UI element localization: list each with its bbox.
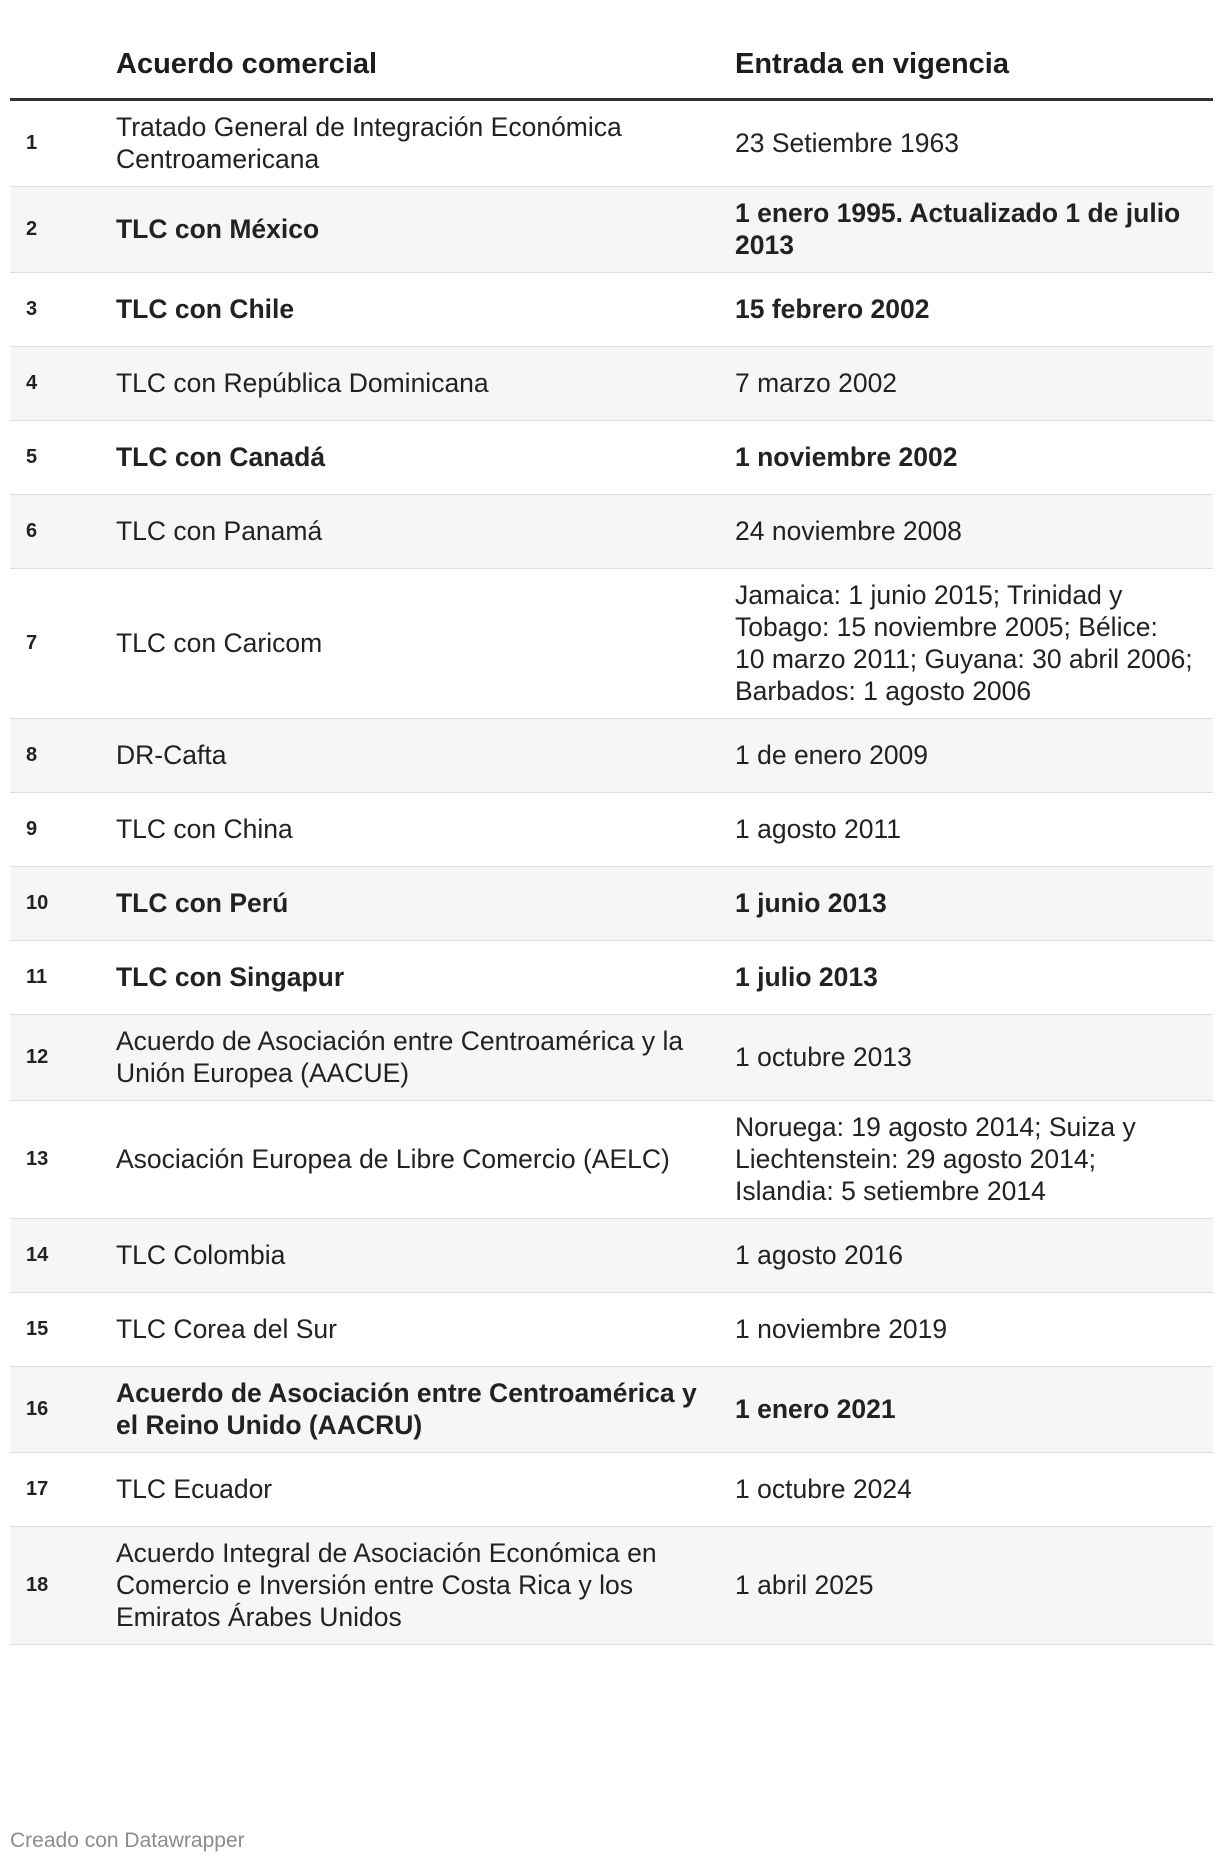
effective-date: 23 Setiembre 1963	[735, 100, 1213, 187]
agreement-name: TLC con Caricom	[106, 569, 735, 719]
table-row	[10, 719, 1213, 793]
agreement-name: TLC con Panamá	[106, 495, 735, 569]
effective-date: Jamaica: 1 junio 2015; Trinidad y Tobago: 15 noviembre 2005; Bélice: 10 marzo 2011; Guyana: 30 abril 2006; Barbados: 1 agosto 2006	[735, 569, 1213, 719]
footer-credit[interactable]: Creado con Datawrapper	[10, 1829, 245, 1852]
agreement-name: Acuerdo Integral de Asociación Económica en Comercio e Inversión entre Costa Rica y los Emiratos Árabes Unidos	[106, 1527, 735, 1645]
row-number: 3	[10, 273, 106, 347]
effective-date: 1 enero 1995. Actualizado 1 de julio 2013	[735, 187, 1213, 273]
table-row	[10, 569, 1213, 719]
agreement-name: TLC con Canadá	[106, 421, 735, 495]
table-header	[10, 30, 1213, 100]
row-number: 17	[10, 1453, 106, 1527]
effective-date: 15 febrero 2002	[735, 273, 1213, 347]
table-row	[10, 1367, 1213, 1453]
row-number: 7	[10, 569, 106, 719]
row-number: 13	[10, 1101, 106, 1219]
agreement-name: TLC Corea del Sur	[106, 1293, 735, 1367]
agreement-name: TLC con México	[106, 187, 735, 273]
effective-date: 1 octubre 2013	[735, 1015, 1213, 1101]
header-number	[10, 30, 106, 100]
row-number: 10	[10, 867, 106, 941]
agreement-name: TLC con República Dominicana	[106, 347, 735, 421]
effective-date: 24 noviembre 2008	[735, 495, 1213, 569]
table-row	[10, 273, 1213, 347]
agreement-name: TLC con China	[106, 793, 735, 867]
row-number: 2	[10, 187, 106, 273]
table-row	[10, 495, 1213, 569]
row-number: 18	[10, 1527, 106, 1645]
row-number: 4	[10, 347, 106, 421]
table-row	[10, 1219, 1213, 1293]
header-effective-date[interactable]: Entrada en vigencia	[735, 30, 1213, 100]
agreement-name: TLC con Perú	[106, 867, 735, 941]
table-row	[10, 1453, 1213, 1527]
row-number: 16	[10, 1367, 106, 1453]
table-row	[10, 187, 1213, 273]
row-number: 5	[10, 421, 106, 495]
table-row	[10, 1101, 1213, 1219]
row-number: 12	[10, 1015, 106, 1101]
agreements-table-container	[10, 30, 1213, 1645]
agreement-name: Acuerdo de Asociación entre Centroamérica y el Reino Unido (AACRU)	[106, 1367, 735, 1453]
agreement-name: TLC con Singapur	[106, 941, 735, 1015]
row-number: 9	[10, 793, 106, 867]
row-number: 1	[10, 100, 106, 187]
row-number: 8	[10, 719, 106, 793]
table-row	[10, 100, 1213, 187]
table-row	[10, 1293, 1213, 1367]
effective-date: 7 marzo 2002	[735, 347, 1213, 421]
effective-date: 1 julio 2013	[735, 941, 1213, 1015]
agreements-table	[10, 30, 1213, 1645]
table-row	[10, 347, 1213, 421]
effective-date: 1 agosto 2011	[735, 793, 1213, 867]
header-row	[10, 30, 1213, 100]
row-number: 15	[10, 1293, 106, 1367]
effective-date: 1 noviembre 2002	[735, 421, 1213, 495]
agreement-name: TLC Colombia	[106, 1219, 735, 1293]
agreement-name: Asociación Europea de Libre Comercio (AELC)	[106, 1101, 735, 1219]
effective-date: 1 abril 2025	[735, 1527, 1213, 1645]
agreement-name: Acuerdo de Asociación entre Centroamérica y la Unión Europea (AACUE)	[106, 1015, 735, 1101]
table-body	[10, 100, 1213, 1645]
effective-date: 1 de enero 2009	[735, 719, 1213, 793]
table-row	[10, 1015, 1213, 1101]
row-number: 14	[10, 1219, 106, 1293]
agreement-name: TLC con Chile	[106, 273, 735, 347]
header-agreement[interactable]: Acuerdo comercial	[106, 30, 735, 100]
table-row	[10, 793, 1213, 867]
agreement-name: Tratado General de Integración Económica Centroamericana	[106, 100, 735, 187]
row-number: 6	[10, 495, 106, 569]
table-row	[10, 1527, 1213, 1645]
effective-date: 1 agosto 2016	[735, 1219, 1213, 1293]
effective-date: Noruega: 19 agosto 2014; Suiza y Liechtenstein: 29 agosto 2014; Islandia: 5 setiembre 2014	[735, 1101, 1213, 1219]
table-row	[10, 941, 1213, 1015]
effective-date: 1 octubre 2024	[735, 1453, 1213, 1527]
table-row	[10, 867, 1213, 941]
row-number: 11	[10, 941, 106, 1015]
agreement-name: DR-Cafta	[106, 719, 735, 793]
agreement-name: TLC Ecuador	[106, 1453, 735, 1527]
effective-date: 1 junio 2013	[735, 867, 1213, 941]
effective-date: 1 enero 2021	[735, 1367, 1213, 1453]
effective-date: 1 noviembre 2019	[735, 1293, 1213, 1367]
table-row	[10, 421, 1213, 495]
